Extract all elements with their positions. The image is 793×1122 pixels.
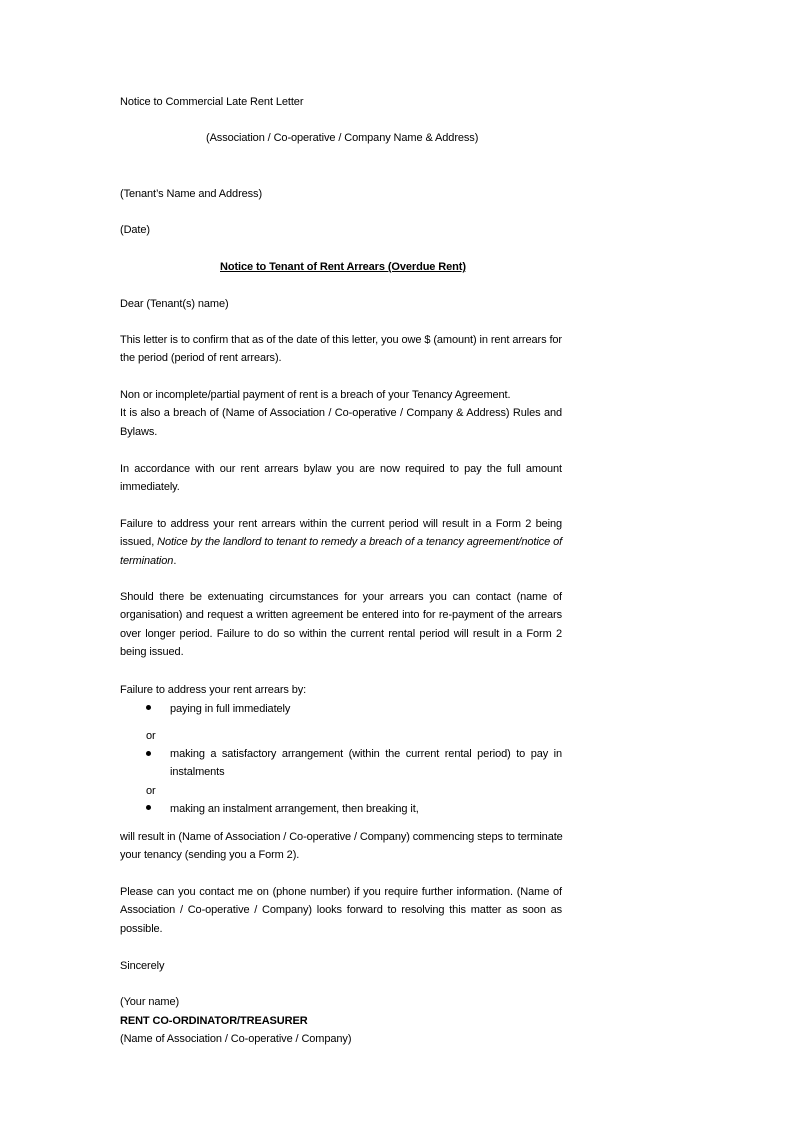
paragraph-line: Should there be extenuating circumstances for your arrears you can contact (name of bbox=[120, 591, 562, 603]
notice-heading: Notice to Tenant of Rent Arrears (Overdue Rent) bbox=[220, 261, 466, 273]
or-separator: or bbox=[146, 730, 156, 742]
salutation: Dear (Tenant(s) name) bbox=[120, 298, 229, 310]
paragraph-line: your tenancy (sending you a Form 2). bbox=[120, 849, 300, 862]
paragraph-text: . bbox=[173, 554, 177, 567]
bullet-icon bbox=[146, 751, 151, 756]
closing: Sincerely bbox=[120, 960, 165, 972]
paragraph-line: Bylaws. bbox=[120, 425, 158, 438]
paragraph-line: This letter is to confirm that as of the date of this letter, you owe $ (amount) in rent arrears for bbox=[120, 334, 562, 346]
paragraph-line: Non or incomplete/partial payment of rent is a breach of your Tenancy Agreement. bbox=[120, 389, 511, 401]
paragraph-contact bbox=[120, 883, 562, 938]
date-placeholder: (Date) bbox=[120, 224, 150, 236]
or-separator: or bbox=[146, 785, 156, 797]
paragraph-consequence bbox=[120, 828, 562, 865]
paragraph-line: Please can you contact me on (phone number) if you require further information. (Name of bbox=[120, 886, 562, 898]
list-item bbox=[170, 800, 419, 818]
signature-title: RENT CO-ORDINATOR/TREASURER bbox=[120, 1015, 308, 1027]
list-item-text: paying in full immediately bbox=[170, 703, 291, 715]
list-item-text: making an instalment arrangement, then breaking it, bbox=[170, 803, 419, 815]
paragraph-line: It is also a breach of (Name of Association / Co-operative / Company & Address) Rules and bbox=[120, 407, 562, 420]
paragraph-line: over longer period. Failure to do so within the current rental period will result in a Form 2 bbox=[120, 627, 562, 640]
paragraph-extenuating bbox=[120, 588, 562, 662]
form-title-italic: termination bbox=[120, 554, 174, 567]
bullet-icon bbox=[146, 705, 151, 710]
bullet-icon bbox=[146, 805, 151, 810]
signature-name: (Your name) bbox=[120, 996, 180, 1008]
paragraph-line: being issued. bbox=[120, 646, 184, 659]
list-item bbox=[170, 745, 562, 782]
paragraph-amount-owed bbox=[120, 331, 562, 368]
list-intro: Failure to address your rent arrears by: bbox=[120, 684, 307, 696]
paragraph-line: Failure to address your rent arrears within the current period will result in a Form 2 being bbox=[120, 518, 562, 530]
paragraph-line: Association / Co-operative / Company) looks forward to resolving this matter as soon as bbox=[120, 904, 562, 917]
paragraph-form-2 bbox=[120, 515, 562, 570]
paragraph-breach bbox=[120, 386, 562, 441]
sender-placeholder: (Association / Co-operative / Company Name & Address) bbox=[206, 132, 479, 144]
paragraph-line: will result in (Name of Association / Co-operative / Company) commencing steps to terminate bbox=[120, 831, 563, 843]
paragraph-line: organisation) and request a written agreement be entered into for re-payment of the arrears bbox=[120, 609, 562, 622]
paragraph-line bbox=[120, 533, 562, 551]
tenant-placeholder: (Tenant’s Name and Address) bbox=[120, 188, 263, 200]
paragraph-line: the period (period of rent arrears). bbox=[120, 352, 282, 365]
paragraph-line: immediately. bbox=[120, 481, 180, 494]
paragraph-line bbox=[120, 552, 562, 570]
form-title-italic: Notice by the landlord to tenant to remedy a breach of a tenancy agreement/notice of bbox=[157, 536, 563, 549]
document-title: Notice to Commercial Late Rent Letter bbox=[120, 96, 304, 108]
paragraph-line: In accordance with our rent arrears bylaw you are now required to pay the full amount bbox=[120, 463, 562, 475]
paragraph-line: possible. bbox=[120, 922, 163, 935]
paragraph-text: issued, bbox=[120, 536, 158, 549]
list-item bbox=[170, 700, 290, 718]
paragraph-bylaw bbox=[120, 460, 562, 497]
list-item-text: making a satisfactory arrangement (within the current rental period) to pay in bbox=[170, 748, 562, 760]
list-item-text: instalments bbox=[170, 766, 225, 779]
signature-organisation: (Name of Association / Co-operative / Company) bbox=[120, 1033, 352, 1045]
